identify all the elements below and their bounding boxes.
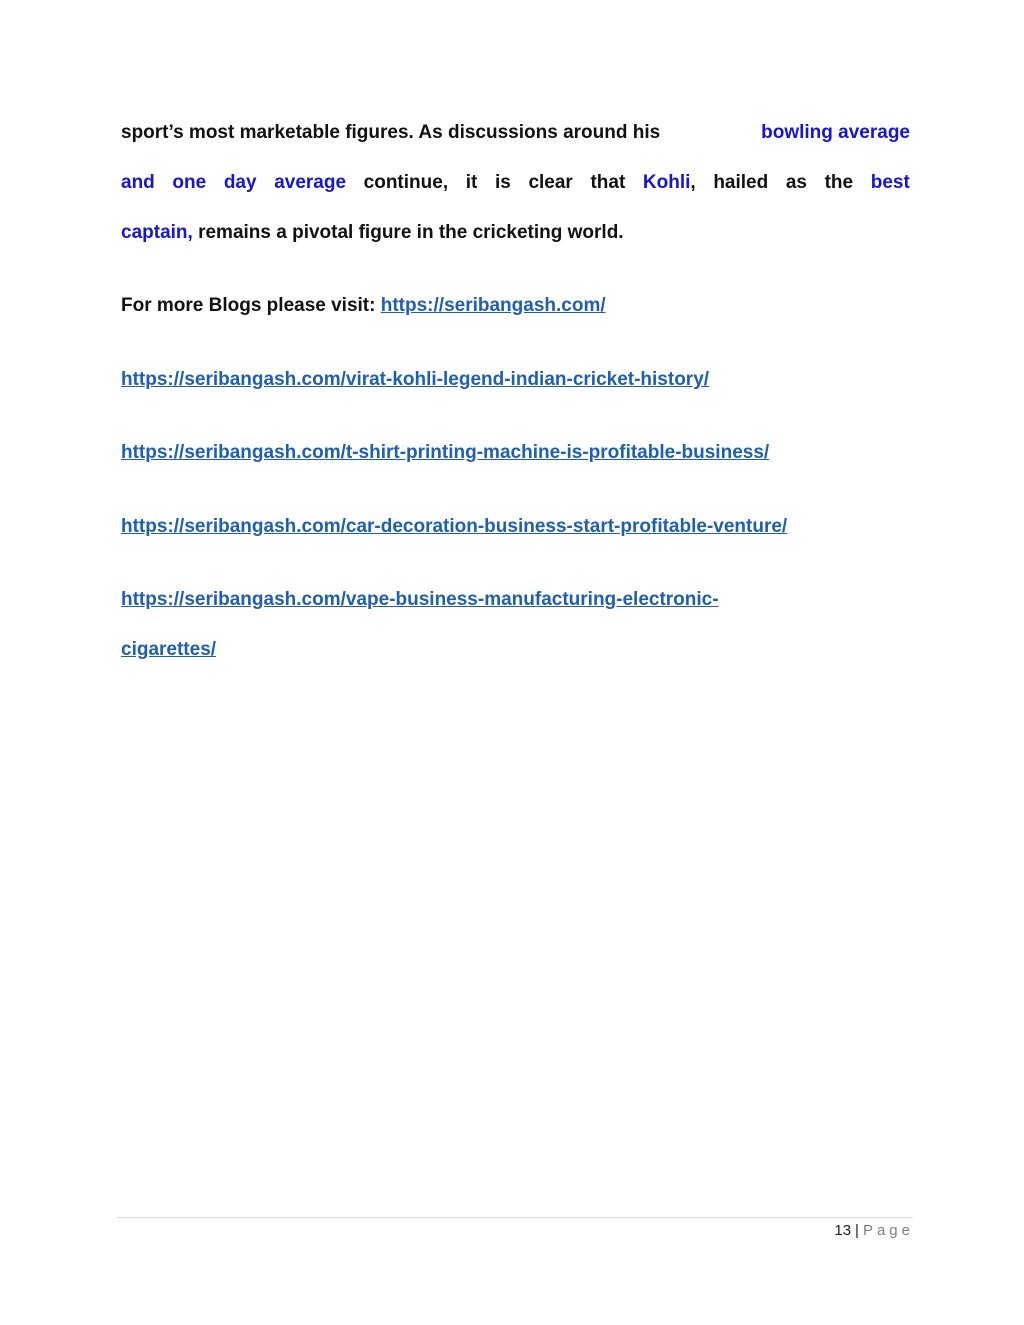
comma: ,	[690, 172, 696, 193]
blog-link-virat-kohli[interactable]: https://seribangash.com/virat-kohli-legend-indian-cricket-history/	[121, 369, 710, 390]
highlight-word: day	[223, 172, 257, 193]
highlight-best: best	[870, 172, 910, 193]
link-line	[121, 441, 910, 465]
blog-link-vape-business-continued[interactable]: cigarettes/	[121, 639, 217, 660]
link-line	[121, 588, 910, 612]
blogs-label: For more Blogs please visit:	[121, 295, 376, 316]
blog-link-vape-business[interactable]: https://seribangash.com/vape-business-manufacturing-electronic-	[121, 589, 719, 610]
paragraph-word: hailed	[713, 172, 769, 193]
paragraph-text: sport’s most marketable figures. As discussions around his	[121, 122, 661, 143]
paragraph-word: clear	[528, 172, 573, 193]
highlight-kohli: Kohli	[642, 172, 691, 193]
kohli-group	[643, 171, 696, 195]
blog-link-car-decoration[interactable]: https://seribangash.com/car-decoration-business-start-profitable-venture/	[121, 516, 788, 537]
highlight-word: and	[121, 172, 155, 193]
paragraph-word: continue,	[363, 172, 449, 193]
highlight-word: one	[172, 172, 207, 193]
paragraph-word: is	[494, 172, 511, 193]
paragraph-line-2	[121, 171, 910, 195]
page-number: 13	[834, 1222, 852, 1239]
highlight-word: average	[274, 172, 347, 193]
paragraph-word: the	[824, 172, 854, 193]
link-line	[121, 638, 910, 662]
home-link[interactable]: https://seribangash.com/	[380, 295, 606, 316]
highlight-captain: captain,	[121, 222, 193, 243]
link-line	[121, 515, 910, 539]
paragraph-word: as	[785, 172, 807, 193]
footer-divider	[117, 1217, 913, 1218]
page-label: Page	[862, 1222, 914, 1239]
highlight-bowling-average: bowling average	[761, 122, 910, 143]
paragraph-word: that	[590, 172, 626, 193]
blog-link-t-shirt-printing[interactable]: https://seribangash.com/t-shirt-printing-machine-is-profitable-business/	[121, 442, 770, 463]
paragraph-line-3	[121, 221, 910, 245]
blogs-line	[121, 294, 910, 318]
paragraph-text: remains a pivotal figure in the cricketing world.	[198, 222, 624, 243]
paragraph-line-1	[121, 121, 910, 145]
link-line	[121, 368, 910, 392]
paragraph-word: it	[465, 172, 478, 193]
footer-separator: |	[855, 1222, 859, 1239]
page-footer	[834, 1222, 914, 1239]
